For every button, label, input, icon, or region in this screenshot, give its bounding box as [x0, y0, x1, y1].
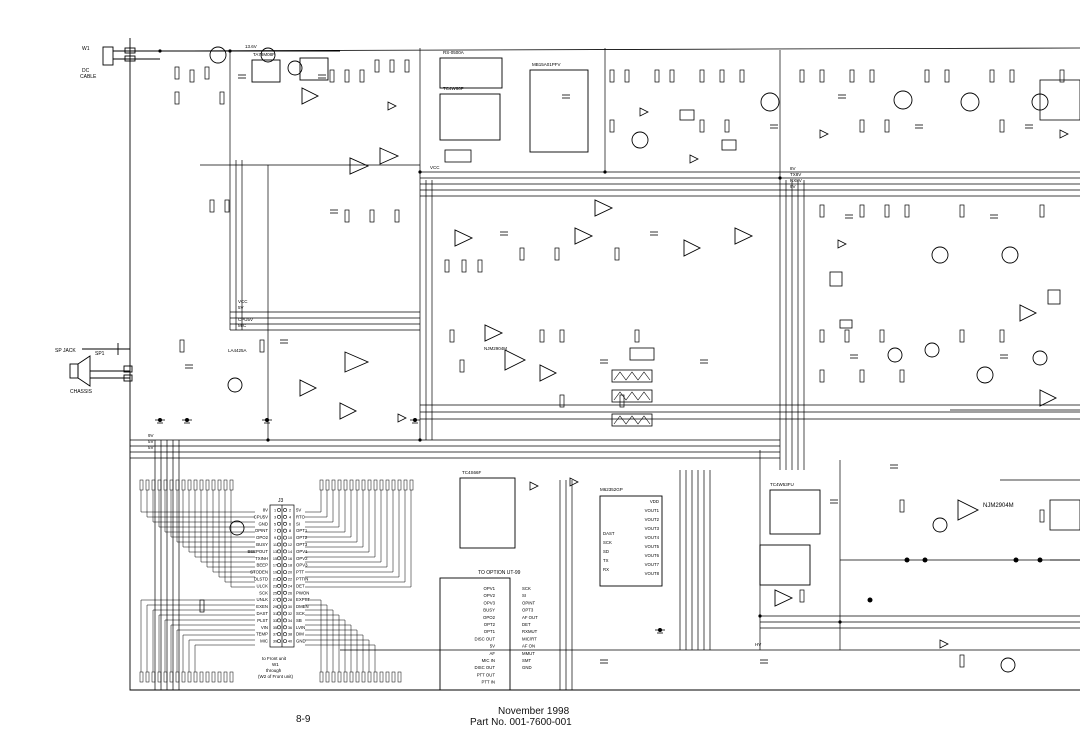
- option-pin-label: PTT IN: [481, 679, 495, 685]
- j3-pin: [283, 529, 286, 532]
- dac-pin-label: VOUT4: [644, 535, 659, 540]
- j3-pin-label: SI: [296, 521, 301, 527]
- j3-pin-number: 39: [272, 639, 278, 644]
- j3-pin: [277, 619, 280, 622]
- j3-pin-number: 31: [272, 612, 278, 616]
- j3-pin: [283, 584, 286, 587]
- j3-pin: [283, 577, 286, 580]
- j3-pin-label: UNLK: [256, 597, 268, 603]
- dac-pin-label: VOUT6: [644, 553, 659, 558]
- j3-pin-label: CPU5V: [253, 514, 268, 520]
- j3-pin-number: 9: [273, 536, 277, 541]
- j3-pin-number: 27: [272, 598, 278, 603]
- option-connector-right-pins: [522, 586, 538, 670]
- j3-pin-label: BUSY: [256, 542, 268, 547]
- j3-pin: [283, 640, 286, 643]
- j3-pin: [283, 522, 286, 525]
- j3-note-4: (W2 of Front unit): [258, 674, 294, 679]
- j3-pin: [277, 550, 280, 553]
- speaker-label: CHASSIS: [70, 389, 92, 395]
- j3-pin-number: 32: [287, 612, 293, 616]
- dac-pin-label: SD: [603, 549, 609, 554]
- j3-pin-number: 13: [272, 549, 278, 554]
- j3-pin: [277, 529, 280, 532]
- j3-pin-label: SCK: [259, 590, 268, 596]
- dac-pin-label: VOUT3: [644, 526, 659, 531]
- option-pin-label: DISC OUT: [474, 636, 495, 642]
- j3-note-1: to Front unit: [262, 656, 287, 661]
- j3-pin-number: 28: [287, 598, 293, 603]
- j3-pin-label: DMEN: [296, 604, 309, 610]
- dac-pin-label: VOUT5: [644, 544, 659, 549]
- j3-pin-label: PTTIN: [296, 576, 309, 582]
- j3-pin-number: 29: [272, 605, 278, 610]
- j3-pin-label: DAST: [256, 611, 268, 616]
- option-pin-label: AF ON: [522, 643, 536, 649]
- j3-pin: [277, 515, 280, 518]
- j3-pin: [277, 598, 280, 601]
- j3-pin-number: 21: [272, 577, 278, 582]
- j3-pin-label: EXPTT: [296, 597, 310, 603]
- ic6-label: RS-0500A: [443, 50, 464, 55]
- ic9-label: NJM2904M: [484, 346, 508, 351]
- j3-pin-number: 5: [273, 522, 277, 527]
- j3-pin: [277, 584, 280, 587]
- j3-pin-label: TXINH: [255, 555, 268, 561]
- j3-pin-label: LVIN: [296, 624, 306, 630]
- right-edge-blocks: [950, 80, 1080, 560]
- ic10-label: TC4S66F: [462, 470, 482, 475]
- j3-pin: [283, 605, 286, 608]
- speaker-ref: SP1: [95, 351, 105, 357]
- j3-pin-label: BEEPOUT: [247, 548, 268, 554]
- j3-pin-label: TEMP: [256, 631, 268, 637]
- speaker-symbol: [70, 356, 132, 386]
- j3-pin-number: 35: [272, 625, 278, 630]
- waveform-hints: [614, 372, 650, 424]
- j3-pin-number: 25: [272, 591, 278, 596]
- j3-pin-label: OPT3: [296, 542, 308, 547]
- voltage-label: 9V: [790, 184, 796, 189]
- option-pin-label: OPO2: [483, 614, 495, 620]
- option-pin-label: MMUT: [522, 650, 535, 656]
- j3-pin-number: 8: [288, 529, 292, 534]
- j3-pin-label: DLSTD: [253, 576, 268, 582]
- j3-pin: [283, 536, 286, 539]
- option-pin-label: OPT2: [483, 622, 495, 627]
- j3-pin: [283, 591, 286, 594]
- j3-pin-label: OPT1: [296, 528, 308, 534]
- j3-pin-number: 15: [272, 556, 278, 561]
- option-pin-label: OPV3: [483, 600, 495, 606]
- j3-pin: [277, 536, 280, 539]
- dac-pin-label: VOUT7: [644, 562, 659, 567]
- voltage-label: HV: [755, 642, 762, 647]
- ic11-label: TC4W53FU: [770, 482, 794, 487]
- j3-pin-number: 1: [273, 508, 277, 513]
- voltage-label: 13.6V: [245, 44, 257, 49]
- j3-pin-label: STODEN: [250, 569, 268, 575]
- option-pin-label: MIC/RT: [522, 636, 537, 642]
- j3-pin-number: 11: [273, 543, 277, 547]
- dac-pin-label: VOUT1: [644, 508, 659, 513]
- voltage-label: 9V: [148, 433, 154, 438]
- j3-pin: [277, 577, 280, 580]
- j3-pin: [277, 508, 280, 511]
- j3-pin-number: 4: [288, 515, 292, 520]
- j3-pin-label: VIN: [260, 624, 268, 630]
- page-number: 8-9: [296, 714, 311, 725]
- option-pin-label: AF OUT: [522, 614, 538, 620]
- j3-pin-number: 24: [287, 584, 293, 589]
- ic-outlines: [252, 58, 820, 690]
- j3-pin: [283, 619, 286, 622]
- dac-pin-label: SCK: [603, 540, 612, 545]
- j3-pin: [283, 515, 286, 518]
- j3-pin: [277, 557, 280, 560]
- j3-pin-label: PTT: [296, 569, 305, 575]
- dc-jack-label: DC: [82, 68, 90, 74]
- j3-pin-number: 40: [287, 639, 293, 644]
- j3-pin-number: 37: [272, 632, 278, 637]
- j3-pin: [283, 557, 286, 560]
- j3-pin: [277, 640, 280, 643]
- option-pin-label: PTT OUT: [476, 672, 495, 678]
- j3-pin: [277, 522, 280, 525]
- voltage-label: 8V: [790, 166, 796, 171]
- option-pin-label: RXMUT: [522, 629, 538, 635]
- voltage-label: RX8V: [790, 178, 802, 183]
- dac-pin-label: VOUT2: [644, 517, 659, 522]
- j3-pin: [277, 543, 280, 546]
- j3-pin-number: 12: [287, 543, 293, 547]
- dac-pin-label: TX: [603, 558, 609, 563]
- dac-pin-label: RX: [603, 567, 609, 572]
- j3-pin: [283, 508, 286, 511]
- ic7-label: LA4425A: [228, 348, 247, 353]
- ic12-label: NJM2904M: [983, 503, 1014, 509]
- j3-pin: [277, 571, 280, 574]
- j3-pin-label: 8V: [262, 507, 268, 513]
- j3-pin-list: [247, 508, 310, 644]
- dac-pin-label: DAST: [603, 531, 615, 536]
- j3-pin: [283, 543, 286, 546]
- dac-pin-label: VDD: [649, 499, 659, 504]
- j3-pin-number: 23: [272, 584, 278, 589]
- voltage-label: 5V: [238, 305, 244, 310]
- j3-pin-label: ULCK: [256, 583, 268, 589]
- j3-pin-number: 6: [288, 522, 292, 527]
- opamp-symbols: [300, 88, 1056, 606]
- j3-pin-label: GND: [296, 638, 306, 644]
- j3-pin: [283, 571, 286, 574]
- j3-pin-number: 14: [287, 549, 293, 554]
- option-pin-label: OPT1: [483, 629, 495, 635]
- option-pin-label: OPV2: [483, 593, 495, 599]
- dac-pin-label: VOUT8: [644, 571, 659, 576]
- j3-pin: [277, 605, 280, 608]
- j3-pin-label: RTO: [296, 514, 305, 520]
- j3-pin-label: BEEP: [256, 562, 268, 568]
- j3-pin: [283, 550, 286, 553]
- j3-pin: [277, 633, 280, 636]
- j3-pin: [277, 612, 280, 615]
- voltage-label: VCC: [430, 165, 440, 170]
- j3-ref: J3: [278, 498, 284, 504]
- j3-pin: [277, 564, 280, 567]
- j3-pin-number: 36: [287, 625, 293, 630]
- j3-pin: [283, 633, 286, 636]
- j3-pin: [283, 626, 286, 629]
- j3-pin-label: OPO2: [256, 535, 268, 541]
- j3-pin-label: SB: [296, 617, 302, 623]
- ic2-label: TA78M08F: [253, 52, 275, 57]
- j3-pin-number: 18: [287, 563, 293, 568]
- ic3-label: TC4W66F: [443, 86, 464, 91]
- option-pin-label: AF: [489, 650, 495, 656]
- j3-pin-label: DIM: [296, 631, 304, 637]
- dc-jack-ref: W1: [82, 46, 90, 52]
- j3-pin-number: 10: [287, 536, 293, 541]
- footer-date: November 1998: [498, 706, 570, 717]
- dc-jack-sub: CABLE: [80, 74, 97, 80]
- j3-pin: [277, 626, 280, 629]
- sp-jack-symbol: [82, 343, 130, 355]
- j3-pin-label: OPINT: [254, 528, 268, 534]
- j3-pin-label: OPV3: [296, 562, 308, 568]
- ic13-label: M62352GP: [600, 487, 623, 492]
- dac-right-pins: [645, 499, 660, 576]
- ic1-label: MB15A01PFV: [532, 62, 561, 67]
- dac-left-pins: [603, 531, 615, 572]
- j3-pin: [283, 598, 286, 601]
- j3-pin-number: 19: [272, 570, 278, 575]
- transistor-symbols: [210, 47, 1048, 672]
- j3-pin-label: DET: [296, 583, 305, 589]
- option-connector-label: TO OPTION UT-99: [478, 570, 521, 576]
- option-pin-label: SMT: [522, 658, 532, 663]
- option-connector-left-pins: [474, 586, 495, 685]
- j3-pin-number: 33: [272, 618, 278, 623]
- option-pin-label: SCK: [522, 586, 531, 591]
- option-pin-label: GND: [522, 665, 532, 671]
- option-pin-label: BUSY: [483, 607, 495, 613]
- option-pin-label: DISC OUT: [474, 665, 495, 671]
- j3-pin-number: 26: [287, 591, 293, 596]
- j3-pin-label: MIC: [260, 638, 268, 644]
- j3-pin-label: EXEN: [256, 604, 268, 610]
- j3-pin-number: 7: [273, 529, 277, 534]
- capacitor-symbols: [185, 75, 1033, 663]
- j3-pin-number: 30: [287, 605, 293, 610]
- option-pin-label: DET: [522, 622, 531, 627]
- footer-part-number: Part No. 001-7600-001: [470, 717, 572, 728]
- voltage-label: CPU5V: [238, 317, 254, 322]
- j3-pin-label: OPV2: [296, 555, 308, 561]
- j3-note-3: through: [266, 668, 282, 673]
- voltage-label: MIC: [238, 323, 247, 328]
- option-pin-label: SI: [522, 593, 527, 599]
- option-pin-label: 5V: [489, 643, 495, 649]
- j3-pin: [283, 564, 286, 567]
- voltage-label: VCC: [238, 299, 248, 304]
- j3-pin-number: 38: [287, 632, 293, 637]
- j3-pin-number: 17: [272, 563, 278, 568]
- j3-note-2: W1: [272, 662, 279, 667]
- j3-pin-label: OPV1: [296, 548, 308, 554]
- j3-pin-number: 2: [288, 508, 292, 513]
- option-pin-label: MIC IN: [481, 658, 495, 663]
- j3-pin-number: 34: [287, 618, 293, 623]
- voltage-label: 5V: [148, 439, 154, 444]
- sp-jack-label: SP JACK: [55, 348, 76, 354]
- voltage-label: TX8V: [790, 172, 802, 177]
- option-pin-label: OPINT: [522, 600, 536, 606]
- option-pin-label: OPV1: [483, 586, 495, 591]
- j3-pin-label: PLST: [257, 617, 268, 623]
- j3-pin: [283, 612, 286, 615]
- j3-pin-label: PWON: [296, 590, 310, 596]
- j3-pin-label: OPT2: [296, 535, 308, 541]
- j3-pin-number: 20: [287, 570, 293, 575]
- j3-pin-label: GND: [258, 521, 268, 527]
- voltage-label: 5V: [148, 445, 154, 450]
- j3-pin-number: 22: [287, 577, 293, 582]
- j3-pin-label: 5V: [296, 507, 302, 513]
- filter-blocks: [445, 110, 1060, 426]
- j3-pin-label: SCK: [296, 611, 305, 616]
- j3-pin: [277, 591, 280, 594]
- vertical-wires: [155, 48, 840, 690]
- option-pin-label: OPT3: [522, 607, 534, 613]
- j3-pin-number: 16: [287, 556, 293, 561]
- j3-pin-number: 3: [273, 515, 277, 520]
